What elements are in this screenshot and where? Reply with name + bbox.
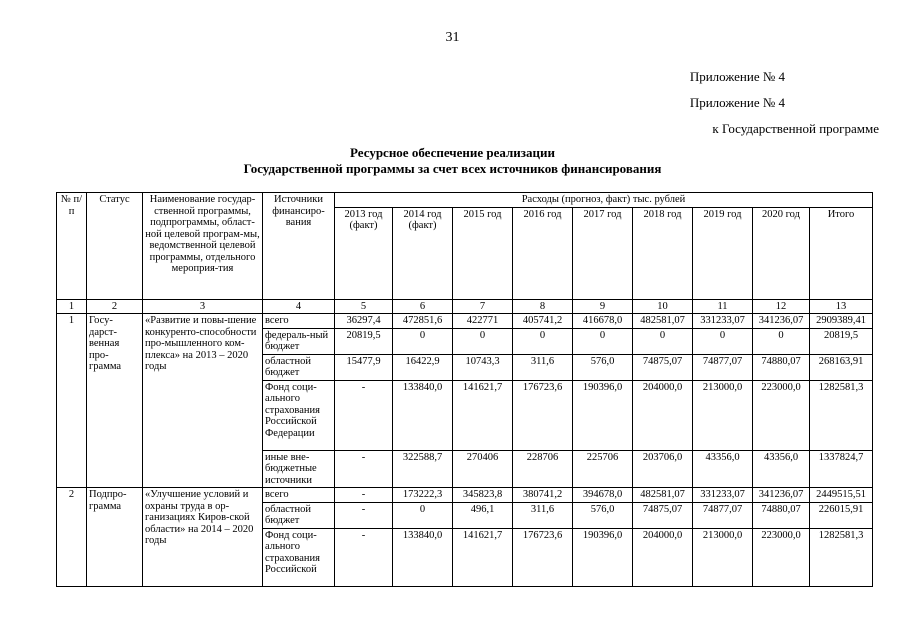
appendix-line-3: к Государственной программе [712,121,879,136]
resource-table [56,192,873,587]
page-number: 31 [445,30,460,45]
amount-cell: 2909389,41 [810,314,873,329]
header-year: 2016 год [513,207,573,299]
amount-cell: 20819,5 [810,328,873,354]
amount-cell: 311,6 [513,502,573,528]
amount-cell: 1337824,7 [810,450,873,488]
funding-source: иные вне-бюджетные источники [263,450,335,488]
amount-cell: 0 [513,328,573,354]
funding-source: Фонд соци-ального страхования Российской Федерации [263,380,335,450]
amount-cell: 203706,0 [633,450,693,488]
amount-cell: 74875,07 [633,354,693,380]
document-title-line-2: Государственной программы за счет всех источников финансирования [243,161,662,176]
funding-source: всего [263,314,335,329]
group-name: «Развитие и повы-шение конкуренто-способности про-мышленного ком-плекса» на 2013 – 2020 годы [143,314,263,488]
column-number: 11 [693,299,753,314]
amount-cell: 422771 [453,314,513,329]
amount-cell: 576,0 [573,502,633,528]
amount-cell: 74880,07 [753,502,810,528]
document-title-line-1: Ресурсное обеспечение реализации [350,145,555,160]
header-status: Статус [87,193,143,300]
funding-source: всего [263,488,335,503]
amount-cell: 0 [633,328,693,354]
amount-cell: 204000,0 [633,380,693,450]
amount-cell: 226015,91 [810,502,873,528]
amount-cell: 213000,0 [693,528,753,586]
amount-cell: 331233,07 [693,488,753,503]
column-number: 13 [810,299,873,314]
amount-cell: 133840,0 [393,528,453,586]
amount-cell: 472851,6 [393,314,453,329]
funding-source: Фонд соци-ального страхования Российской [263,528,335,586]
amount-cell: - [335,380,393,450]
amount-cell: 394678,0 [573,488,633,503]
amount-cell: 1282581,3 [810,380,873,450]
amount-cell: 341236,07 [753,488,810,503]
funding-source: областной бюджет [263,502,335,528]
amount-cell: 268163,91 [810,354,873,380]
header-expenses: Расходы (прогноз, факт) тыс. рублей [335,193,873,208]
amount-cell: 0 [453,328,513,354]
amount-cell: 133840,0 [393,380,453,450]
column-number: 7 [453,299,513,314]
amount-cell: 74877,07 [693,502,753,528]
amount-cell: 176723,6 [513,528,573,586]
amount-cell: - [335,502,393,528]
column-number: 2 [87,299,143,314]
column-number: 3 [143,299,263,314]
funding-source: областной бюджет [263,354,335,380]
amount-cell: 482581,07 [633,314,693,329]
amount-cell: 20819,5 [335,328,393,354]
amount-cell: 482581,07 [633,488,693,503]
column-number: 9 [573,299,633,314]
header-num: № п/п [57,193,87,300]
amount-cell: 10743,3 [453,354,513,380]
amount-cell: 141621,7 [453,528,513,586]
amount-cell: 331233,07 [693,314,753,329]
amount-cell: 311,6 [513,354,573,380]
amount-cell: 0 [393,502,453,528]
amount-cell: 223000,0 [753,380,810,450]
header-year: 2018 год [633,207,693,299]
amount-cell: 228706 [513,450,573,488]
amount-cell: 1282581,3 [810,528,873,586]
group-status: Госу-дарст-венная про-грамма [87,314,143,488]
amount-cell: 341236,07 [753,314,810,329]
header-year: 2013 год (факт) [335,207,393,299]
column-number: 6 [393,299,453,314]
column-number: 10 [633,299,693,314]
group-name: «Улучшение условий и охраны труда в ор-ганизациях Киров-ской области» на 2014 – 2020 годы [143,488,263,587]
amount-cell: 176723,6 [513,380,573,450]
amount-cell: 190396,0 [573,380,633,450]
group-num: 1 [57,314,87,488]
amount-cell: 74877,07 [693,354,753,380]
amount-cell: 16422,9 [393,354,453,380]
amount-cell: 141621,7 [453,380,513,450]
header-total: Итого [810,207,873,299]
amount-cell: 0 [753,328,810,354]
amount-cell: 496,1 [453,502,513,528]
amount-cell: 225706 [573,450,633,488]
amount-cell: 36297,4 [335,314,393,329]
header-sources: Источники финансиро-вания [263,193,335,300]
column-number: 4 [263,299,335,314]
amount-cell: 416678,0 [573,314,633,329]
column-number: 8 [513,299,573,314]
amount-cell: 345823,8 [453,488,513,503]
funding-source: федераль-ный бюджет [263,328,335,354]
column-number: 12 [753,299,810,314]
amount-cell: 405741,2 [513,314,573,329]
column-number: 5 [335,299,393,314]
amount-cell: 173222,3 [393,488,453,503]
header-year: 2014 год (факт) [393,207,453,299]
amount-cell: 2449515,51 [810,488,873,503]
amount-cell: 380741,2 [513,488,573,503]
appendix-line-2: Приложение № 4 [689,95,785,110]
amount-cell: 43356,0 [693,450,753,488]
amount-cell: - [335,488,393,503]
header-year: 2020 год [753,207,810,299]
amount-cell: 204000,0 [633,528,693,586]
amount-cell: - [335,528,393,586]
header-year: 2019 год [693,207,753,299]
appendix-line-1: Приложение № 4 [689,69,785,84]
amount-cell: 15477,9 [335,354,393,380]
amount-cell: 0 [573,328,633,354]
amount-cell: 576,0 [573,354,633,380]
amount-cell: 74880,07 [753,354,810,380]
amount-cell: 0 [393,328,453,354]
header-name: Наименование государ-ственной программы, подпрограммы, област-ной целевой програм-мы, ведомственной целевой программы, отдельного мероприя-тия [143,193,263,300]
group-num: 2 [57,488,87,587]
amount-cell: 223000,0 [753,528,810,586]
header-year: 2015 год [453,207,513,299]
amount-cell: 190396,0 [573,528,633,586]
header-year: 2017 год [573,207,633,299]
amount-cell: 270406 [453,450,513,488]
amount-cell: 213000,0 [693,380,753,450]
amount-cell: 43356,0 [753,450,810,488]
amount-cell: - [335,450,393,488]
column-number: 1 [57,299,87,314]
group-status: Подпро-грамма [87,488,143,587]
amount-cell: 74875,07 [633,502,693,528]
amount-cell: 0 [693,328,753,354]
amount-cell: 322588,7 [393,450,453,488]
